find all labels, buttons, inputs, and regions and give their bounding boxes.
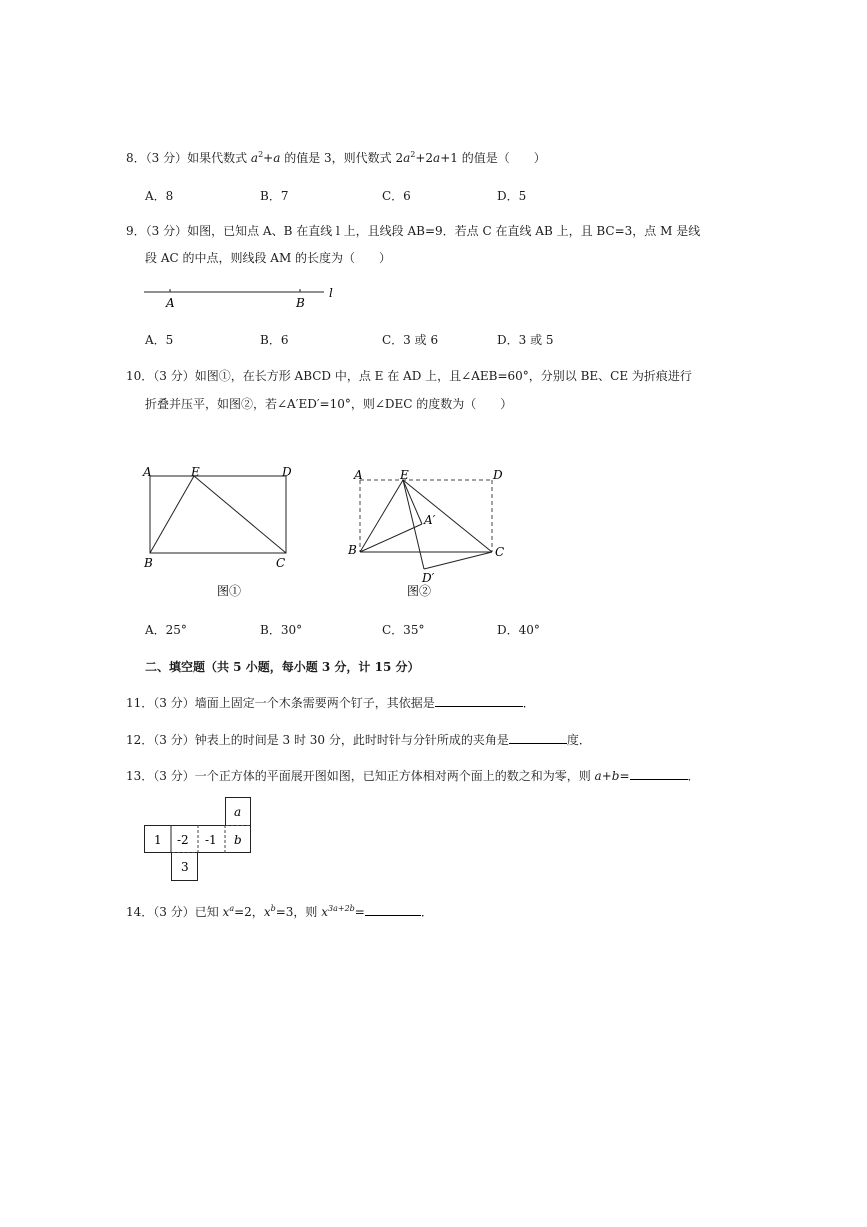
q14-answer-blank[interactable]	[365, 903, 421, 916]
fig1-label-a: A	[143, 465, 152, 479]
q8-var: a	[250, 151, 259, 165]
segment-d1c	[424, 552, 492, 569]
fig1-caption: 图①	[217, 584, 242, 598]
q8-option-b: B．7	[260, 189, 289, 203]
q11	[126, 694, 535, 711]
label-b: B	[296, 296, 305, 310]
q9-option-d: D．3 或 5	[497, 333, 554, 347]
segment-be	[150, 476, 194, 553]
q8-option-c: C．6	[382, 189, 411, 203]
q12-answer-blank[interactable]	[509, 731, 567, 744]
q14-x3: x	[321, 905, 329, 919]
q9-figure	[140, 282, 340, 312]
q14-sup2: b	[270, 904, 276, 913]
q8-var4: a	[433, 151, 441, 165]
fig1-label-c: C	[276, 556, 286, 570]
segment-ec	[194, 476, 286, 553]
q10-line2: 折叠并压平，如图②，若∠A′ED′=10°，则∠DEC 的度数为（ ）	[145, 397, 513, 411]
q8-var3: a	[403, 151, 411, 165]
q11-answer-blank[interactable]	[435, 694, 523, 707]
q10-line1: 10．（3 分）如图①，在长方形 ABCD 中，点 E 在 AD 上，且∠AEB=60°，分别以 BE、CE 为折痕进行	[126, 369, 692, 383]
label-a: A	[166, 296, 175, 310]
q10-option-a: A．25°	[145, 623, 187, 637]
q9-option-a: A．5	[145, 333, 174, 347]
q8-option-a: A．8	[145, 189, 174, 203]
q14-sup3: 3a+2b	[328, 904, 355, 913]
q14	[126, 903, 433, 920]
label-l: l	[329, 286, 333, 300]
q14-x1: x	[222, 905, 230, 919]
q9-line1: 9．（3 分）如图，已知点 A、B 在直线 l 上，且线段 AB=9．若点 C 在直线 AB 上，且 BC=3，点 M 是线	[126, 224, 701, 238]
q14-end: ．	[420, 905, 433, 919]
q8-option-d: D．5	[497, 189, 527, 203]
fig2-label-b: B	[348, 543, 357, 557]
q12	[126, 731, 591, 748]
q13-cube-net	[144, 797, 264, 887]
q9-option-c: C．3 或 6	[382, 333, 439, 347]
q11-end: ．	[522, 696, 535, 710]
net-cell-a: a	[234, 805, 242, 819]
segment-be2	[360, 480, 403, 552]
q14-eq1: =2，	[234, 905, 264, 919]
q9-option-b: B．6	[260, 333, 289, 347]
q8-text-a: 8．（3 分）如果代数式	[126, 151, 251, 165]
q14-sup1: a	[229, 904, 235, 913]
q10-figure-1	[140, 462, 320, 602]
fig1-label-b: B	[144, 556, 153, 570]
section-title-fill-blank: 二、填空题（共 5 小题，每小题 3 分，计 15 分）	[145, 660, 420, 674]
q14-eq2: =3，则	[275, 905, 322, 919]
q10-option-b: B．30°	[260, 623, 303, 637]
q14-text: 14．（3 分）已知	[126, 905, 223, 919]
fig2-label-c: C	[495, 545, 505, 559]
fig2-label-e: E	[400, 468, 409, 482]
q13-text: 13．（3 分）一个正方体的平面展开图如图，已知正方体相对两个面上的数之和为零，则	[126, 769, 595, 783]
q13-equals: =	[619, 769, 630, 783]
fig1-label-d: D	[282, 465, 292, 479]
q8-plus2: +2	[415, 151, 434, 165]
q8-sup: 2	[258, 150, 264, 159]
segment-ec2	[403, 480, 492, 552]
net-cell-3: -1	[205, 833, 217, 847]
q14-eq3: =	[354, 905, 365, 919]
q10-option-d: D．40°	[497, 623, 540, 637]
q11-text: 11．（3 分）墙面上固定一个木条需要两个钉子，其依据是	[126, 696, 435, 710]
q14-x2: x	[263, 905, 271, 919]
q13-end: ．	[687, 769, 700, 783]
q12-text: 12．（3 分）钟表上的时间是 3 时 30 分，此时时针与分针所成的夹角是	[126, 733, 509, 747]
q13	[126, 767, 700, 784]
q8-sup2: 2	[410, 150, 416, 159]
q9-line2: 段 AC 的中点，则线段 AM 的长度为（ ）	[145, 251, 392, 265]
q13-answer-blank[interactable]	[630, 767, 688, 780]
net-cell-b: b	[234, 833, 242, 847]
q13-expr: a+b	[594, 769, 620, 783]
q10-option-c: C．35°	[382, 623, 425, 637]
fig2-label-a: A	[354, 468, 363, 482]
q8-text-c: +1 的值是（ ）	[440, 151, 546, 165]
rect-abcd	[150, 476, 286, 553]
net-cell-3-bottom: 3	[181, 860, 189, 874]
fig1-label-e: E	[191, 465, 200, 479]
net-cell-1: 1	[154, 833, 162, 847]
fig2-label-d-prime: D′	[422, 571, 435, 585]
q8-var2: a	[273, 151, 281, 165]
q8-plus: +	[263, 151, 274, 165]
q12-end: 度．	[566, 733, 591, 747]
segment-ba1	[360, 524, 422, 552]
q8-text-b: 的值是 3，则代数式 2	[280, 151, 404, 165]
fig2-label-a-prime: A′	[424, 513, 436, 527]
q8-stem	[126, 150, 546, 166]
fig2-label-d: D	[493, 468, 503, 482]
net-cell-2: -2	[177, 833, 189, 847]
q10-figure-2	[340, 462, 520, 602]
segment-ea1	[403, 480, 422, 524]
fig2-caption: 图②	[407, 584, 432, 598]
